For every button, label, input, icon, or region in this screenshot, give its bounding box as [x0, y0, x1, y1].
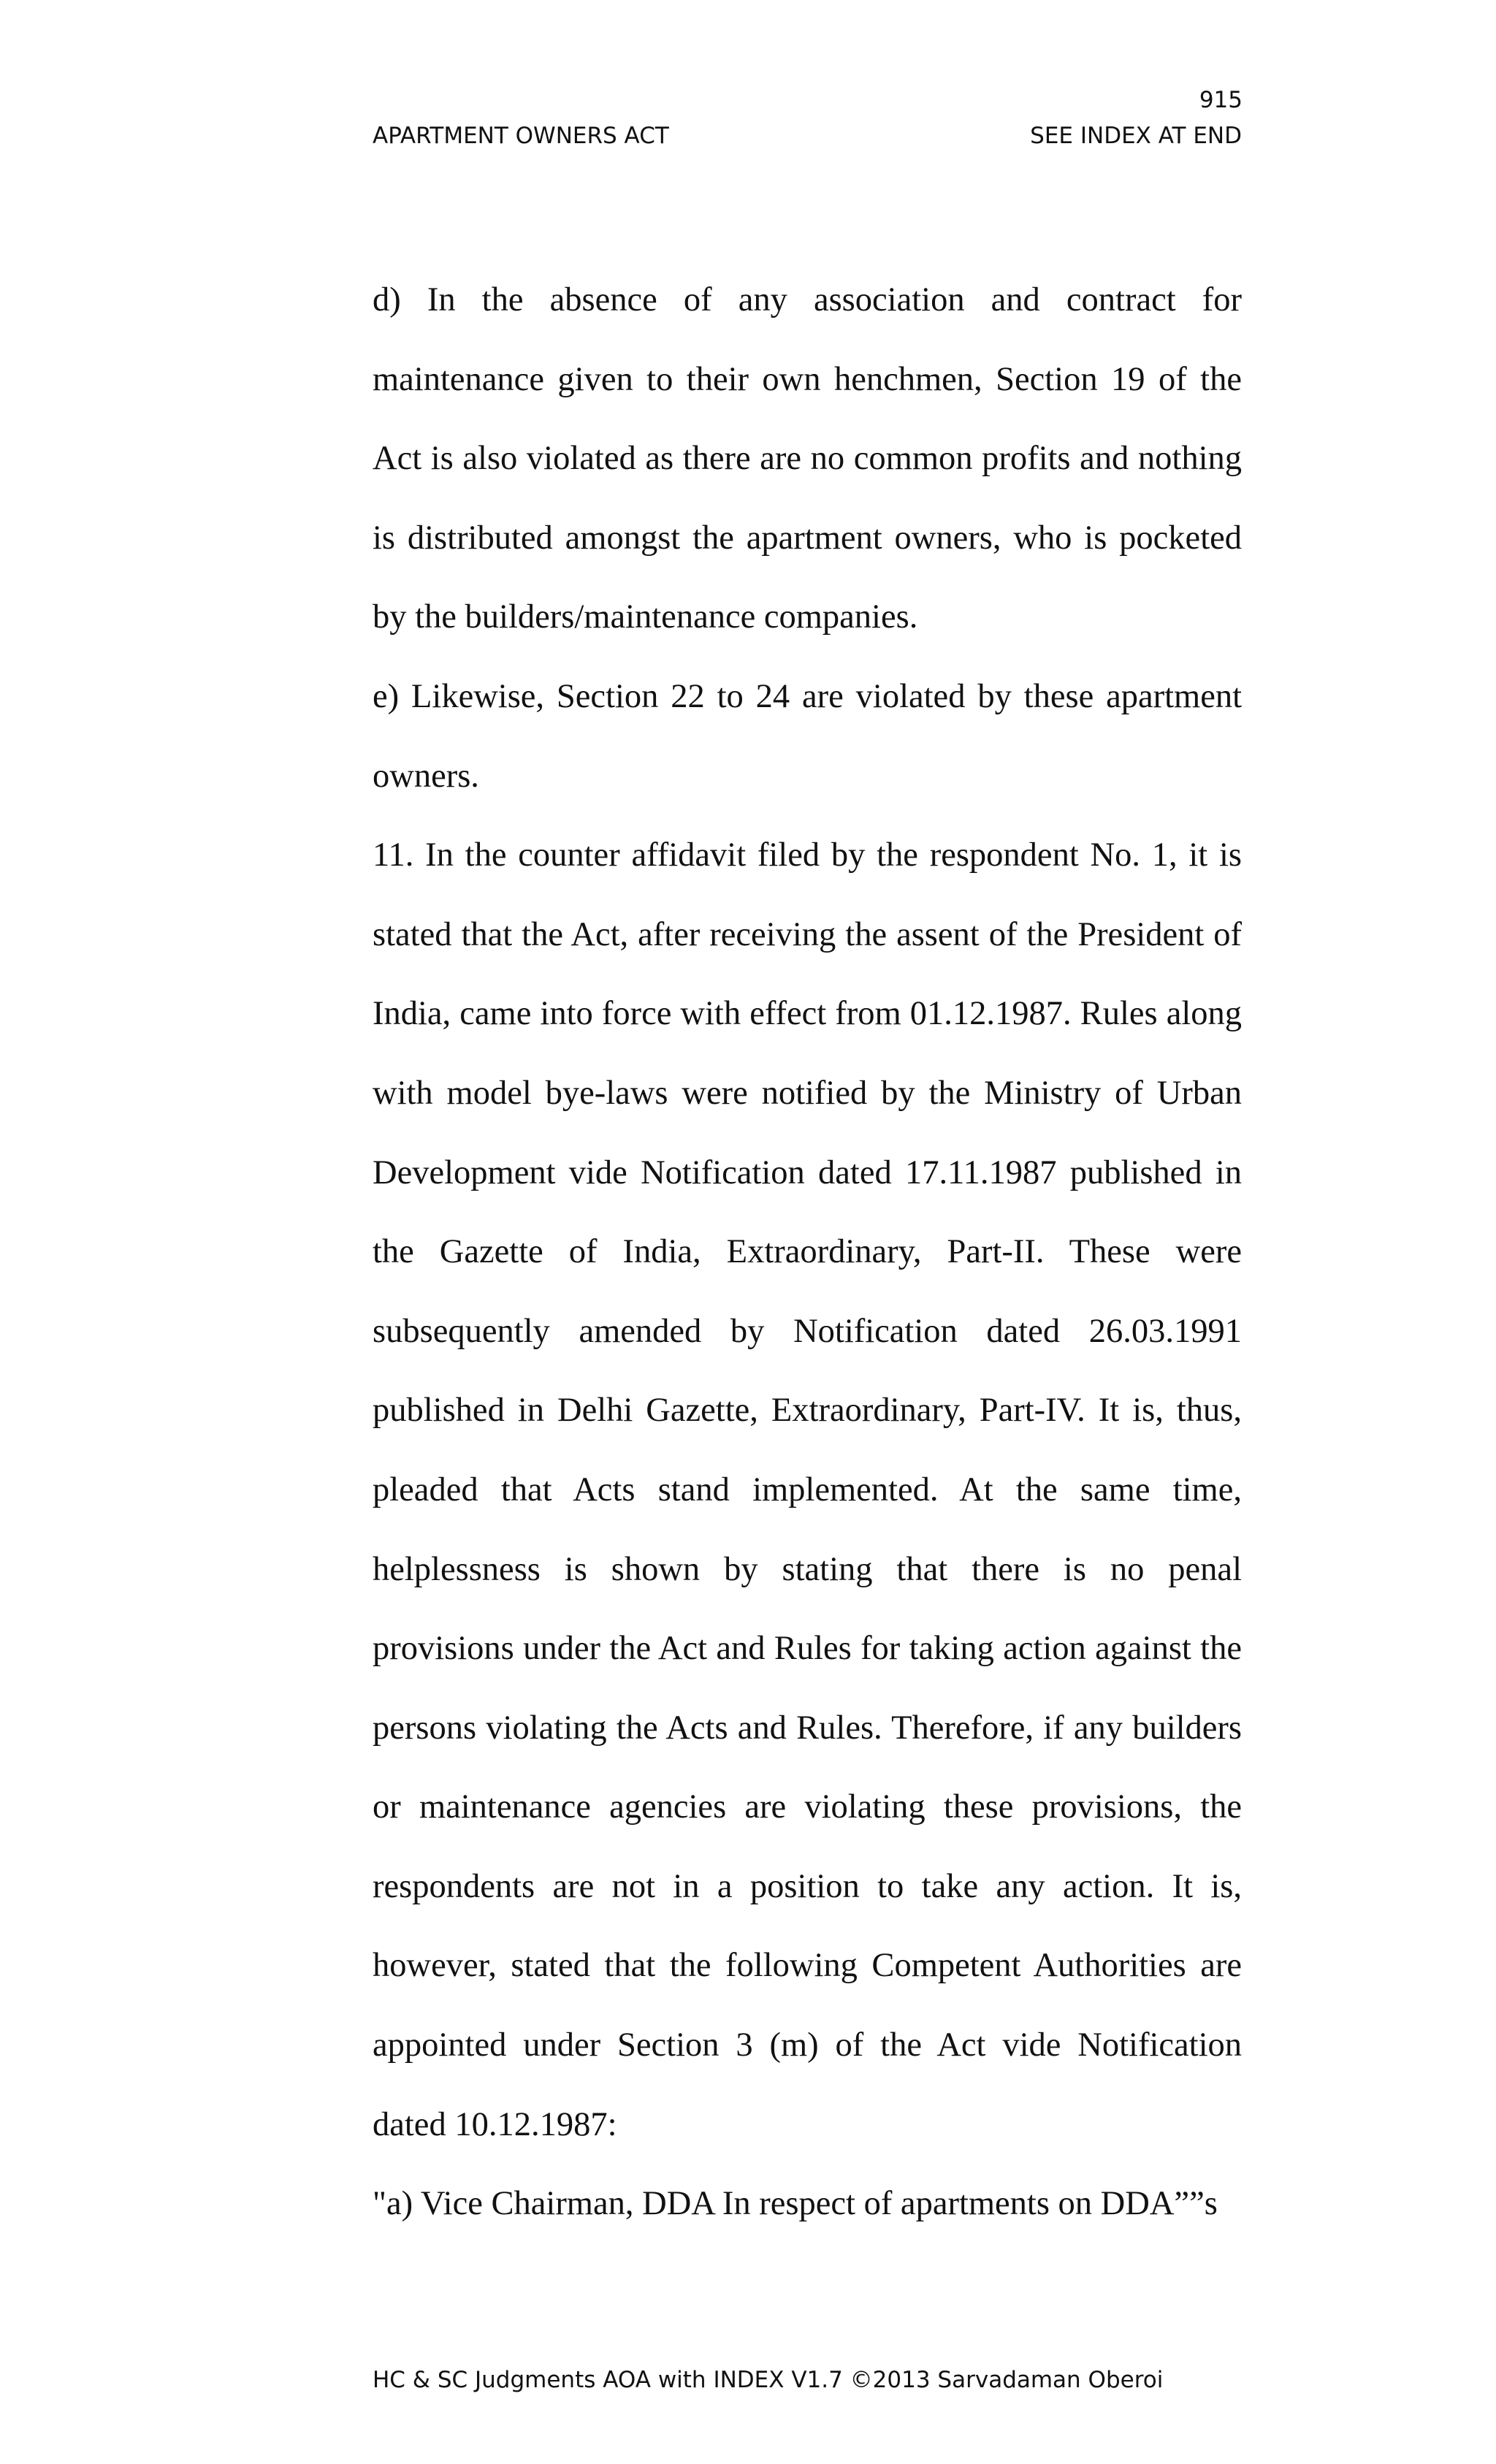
page-number: 915: [1199, 87, 1243, 113]
paragraph-e: e) Likewise, Section 22 to 24 are violated by these apartment owners.: [373, 677, 1242, 795]
running-header-left: APARTMENT OWNERS ACT: [373, 123, 669, 149]
running-header: [373, 125, 1242, 148]
paragraph-quote-a: "a) Vice Chairman, DDA In respect of apartments on DDA””s: [373, 2185, 1218, 2223]
document-body: [373, 261, 1242, 2244]
page-footer: HC & SC Judgments AOA with INDEX V1.7 ©2013 Sarvadaman Oberoi: [373, 2367, 1164, 2393]
paragraph-d: d) In the absence of any association and contract for maintenance given to their own henchmen, Section 19 of the Act is also violated as there are no common profits and nothing is distributed amongst the apartment owners, who is pocketed by the builders/maintenance companies.: [373, 281, 1242, 636]
paragraph-11: 11. In the counter affidavit filed by the respondent No. 1, it is stated that the Act, after receiving the assent of the President of India, came into force with effect from 01.12.1987. Rules along with model bye-laws were notified by the Ministry of Urban Development vide Notification dated 17.11.1987 published in the Gazette of India, Extraordinary, Part-II. These were subsequently amended by Notification dated 26.03.1991 published in Delhi Gazette, Extraordinary, Part-IV. It is, thus, pleaded that Acts stand implemented. At the same time, helplessness is shown by stating that there is no penal provisions under the Act and Rules for taking action against the persons violating the Acts and Rules. Therefore, if any builders or maintenance agencies are violating these provisions, the respondents are not in a position to take any action. It is, however, stated that the following Competent Authorities are appointed under Section 3 (m) of the Act vide Notification dated 10.12.1987:: [373, 836, 1242, 2143]
running-header-right: SEE INDEX AT END: [1030, 123, 1242, 149]
